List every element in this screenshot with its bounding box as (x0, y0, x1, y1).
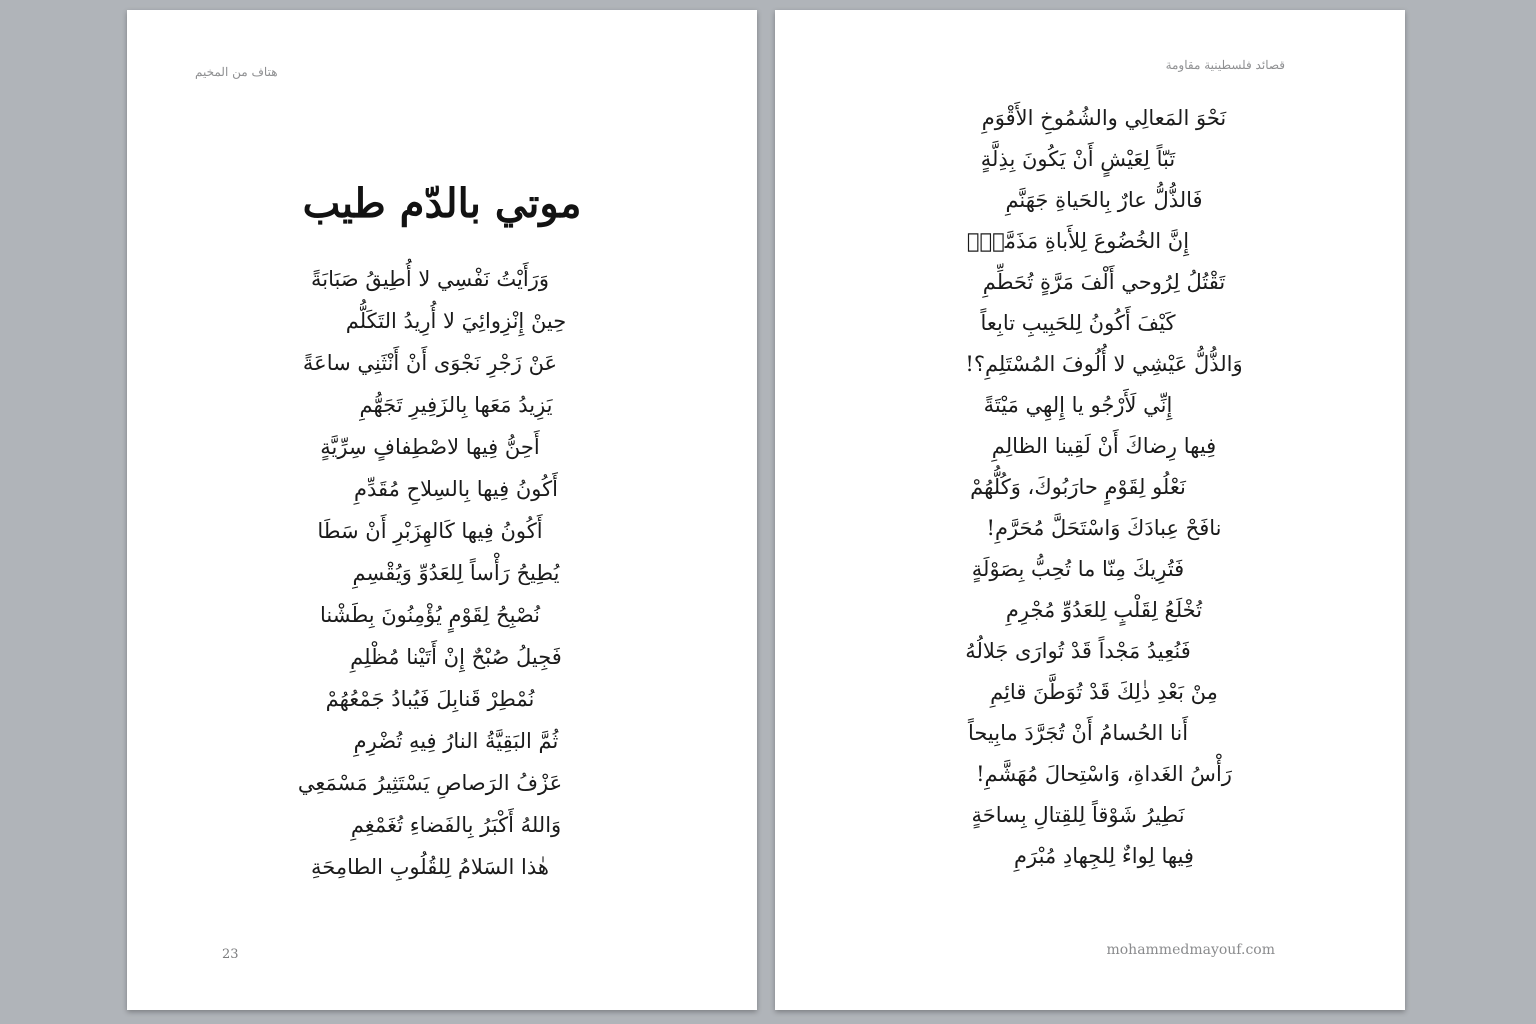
poem-line: نَعْلُو لِقَوْمٍ حارَبُوكَ، وَكُلُّهُمْ (970, 475, 1186, 499)
poem-line: مِنْ بَعْدِ ذٰلِكَ قَدْ تُوَطَّنَ قائِمِ (990, 680, 1218, 704)
poem-line: أَكُونُ فِيها بِالسِلاحِ مُقَدِّمِ (354, 477, 558, 501)
poem-line: إِنِّي لَأَرْجُو يا إِلهِي مَيْتَةً (983, 393, 1173, 417)
poem-line: تَقْتُلُ لِرُوحي أَلْفَ مَرَّةٍ تُحَطِّمِ (982, 270, 1226, 294)
poem-line: يَزِيدُ مَعَها بِالزَفِيرِ تَجَهُّمِ (359, 393, 553, 417)
poem-line: وَرَأَيْتُ نَفْسِي لا أُطِيقُ صَبَابَةً (310, 267, 550, 291)
poem-line: إِنَّ الخُضُوعَ لِلأَباةِ مَذَمَّةٌۘ (966, 229, 1190, 253)
website-footer: mohammedmayouf.com (1106, 942, 1275, 958)
poem-line: يُطِيحُ رَأْساً لِلعَدُوِّ وَيُقْسِمِ (352, 561, 560, 585)
poem-line: كَيْفَ أَكُونُ لِلحَبِيبِ تابِعاً (980, 311, 1176, 335)
poem-line: نافَحْ عِبادَكَ وَاسْتَحَلَّ مُحَرَّمِ! (986, 516, 1222, 540)
poem-line: نُصْبِحُ لِقَوْمٍ يُؤْمِنُونَ بِطَشْنا (320, 603, 540, 627)
poem-line: أَكُونُ فِيها كَالهِزَبْرِ أَنْ سَطَا (317, 519, 543, 543)
poem-line: رَأْسُ الغَداةِ، وَاسْتِحالَ مُهَشَّمِ! (976, 762, 1232, 786)
poem-line: عَنْ زَجْرِ نَجْوَى أَنْ أَنْثَنِي ساعَةً (302, 351, 558, 375)
poem-line: ثُمَّ البَقِيَّةُ النارُ فِيهِ تُضْرِمِ (353, 729, 559, 753)
poem-line: فَنُعِيدُ مَجْداً قَدْ تُوارَى جَلالُهُ (965, 639, 1191, 663)
poem-line: عَزْفُ الرَصاصِ يَسْتَثِيرُ مَسْمَعِي (297, 771, 563, 795)
poem-title: موتي بالدّم طيب (302, 180, 582, 227)
poem-line: نُمْطِرْ قَنابِلَ فَيُبادُ جَمْعُهُمْ (325, 687, 535, 711)
poem-line: تُخْلَعُ لِقَلْبٍ لِلعَدُوِّ مُجْرِمِ (1005, 598, 1203, 622)
poem-line: وَاللهُ أَكْبَرُ بِالفَضاءِ تُغَمْغِمِ (350, 813, 562, 837)
left-page (127, 10, 757, 1010)
poem-line: نَطِيرُ شَوْقاً لِلقِتالِ بِساحَةٍ (971, 803, 1185, 827)
poem-line: أَنا الحُسامُ أَنْ تُجَرَّدَ مابِيحاً (967, 721, 1189, 745)
poem-line: وَالذُّلُّ عَيْشِي لا أُلُوفَ المُسْتَلِمِ؟! (965, 352, 1243, 376)
poem-body-left (152, 258, 732, 888)
poem-line: أَحِنُّ فِيها لاصْطِفافٍ سِرِّيَّةٍ (320, 435, 540, 459)
running-head-left: هتاف من المخيم (195, 65, 278, 79)
poem-line: فَجِيلُ صُبْحٌ إِنْ أَتَيْنا مُظْلِمِ (350, 645, 562, 669)
poem-line: فِيها رِضاكَ أَنْ لَقِينا الظالِمِ (991, 434, 1217, 458)
right-page (775, 10, 1405, 1010)
poem-line: هٰذا السَلامُ لِلقُلُوبِ الطامِحَةِ (311, 855, 549, 879)
running-head-right: قصائد فلسطينية مقاومة (1165, 58, 1285, 72)
poem-line: فِيها لِواءٌ لِلجِهادِ مُبْرَمِ (1014, 844, 1194, 868)
poem-body-right (800, 98, 1380, 877)
poem-line: نَحْوَ المَعالِي والشُمُوخِ الأَقْوَمِ (981, 106, 1227, 130)
poem-line: حِينْ إِنْزِوائِيَ لا أُرِيدُ التَكَلُّم (345, 309, 567, 333)
page-number: 23 (222, 947, 239, 962)
poem-line: فَالذُّلُّ عارٌ بِالحَياةِ جَهَنَّمِ (1005, 188, 1203, 212)
poem-line: تَبّاً لِعَيْشٍ أَنْ يَكُونَ بِذِلَّةٍ (980, 147, 1176, 171)
poem-line: فَتُرِيكَ مِنّا ما تُحِبُّ بِصَوْلَةٍ (971, 557, 1185, 581)
